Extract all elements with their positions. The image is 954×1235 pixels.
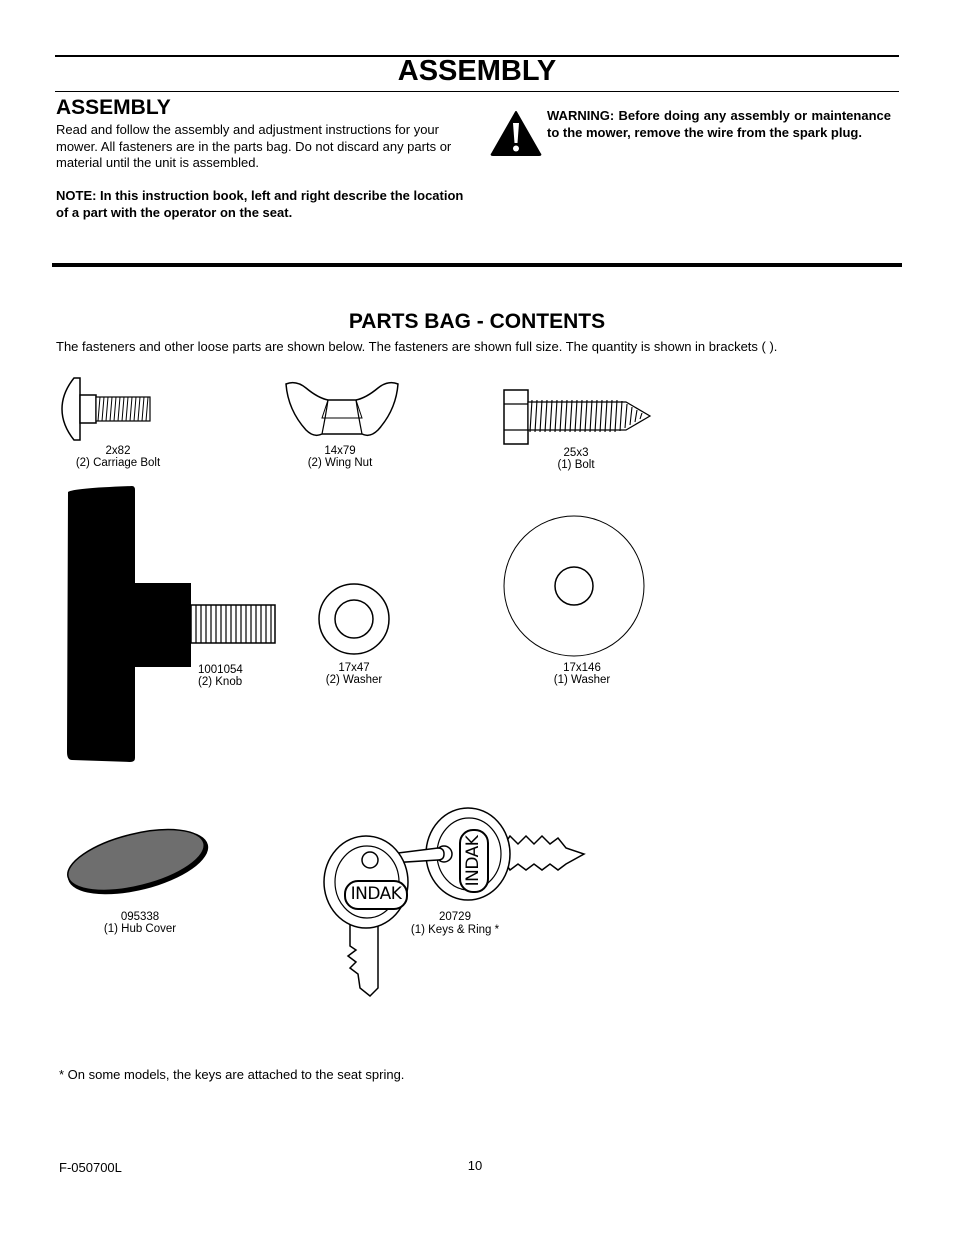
hub-cover-illustration [62,824,214,900]
back-key-brand-label: INDAK [459,829,489,893]
part-number-hub-cover: 095338 [120,911,160,923]
part-label-wing-nut: (2) Wing Nut [307,457,373,469]
part-label-small-washer: (2) Washer [325,674,383,686]
large-washer-illustration [502,514,646,658]
section-divider [52,263,902,267]
warning-text: WARNING: Before doing any assembly or maintenance to the mower, remove the wire from the spark plug. [547,108,891,140]
part-label-keys: (1) Keys & Ring * [410,924,500,936]
bolt-illustration [500,388,652,446]
page-title: ASSEMBLY [397,55,557,87]
assembly-intro: Read and follow the assembly and adjustment instructions for your mower. All fasteners are in the parts bag. Do not discard any parts or material until the unit is assembled. [56,122,452,170]
footnote: * On some models, the keys are attached to the seat spring. [59,1067,405,1082]
assembly-note: NOTE: In this instruction book, left and right describe the location of a part with the operator on the seat. [56,188,464,220]
carriage-bolt-illustration [60,375,156,443]
part-label-large-washer: (1) Washer [553,674,611,686]
part-label-bolt: (1) Bolt [557,459,595,471]
knob-illustration [62,484,282,766]
assembly-heading: ASSEMBLY [56,96,171,119]
part-number-bolt: 25x3 [563,447,589,459]
part-number-keys: 20729 [439,911,471,923]
parts-bag-description: The fasteners and other loose parts are shown below. The fasteners are shown full size. The quantity is shown in brackets ( ). [56,339,778,354]
page-number: 10 [467,1158,483,1173]
parts-bag-heading: PARTS BAG - CONTENTS [348,310,606,333]
document-code: F-050700L [59,1160,122,1175]
part-number-carriage-bolt: 2x82 [105,445,131,457]
small-washer-illustration [317,582,391,656]
part-number-small-washer: 17x47 [338,662,370,674]
part-number-wing-nut: 14x79 [324,445,356,457]
part-label-hub-cover: (1) Hub Cover [103,923,177,935]
part-number-large-washer: 17x146 [563,662,601,674]
front-key-brand-label: INDAK [344,880,408,910]
wing-nut-illustration [282,378,402,440]
header-bottom-rule [55,91,899,92]
part-label-knob: (2) Knob [198,676,243,688]
part-label-carriage-bolt: (2) Carriage Bolt [75,457,161,469]
part-number-knob: 1001054 [198,664,243,676]
warning-icon [490,110,542,156]
